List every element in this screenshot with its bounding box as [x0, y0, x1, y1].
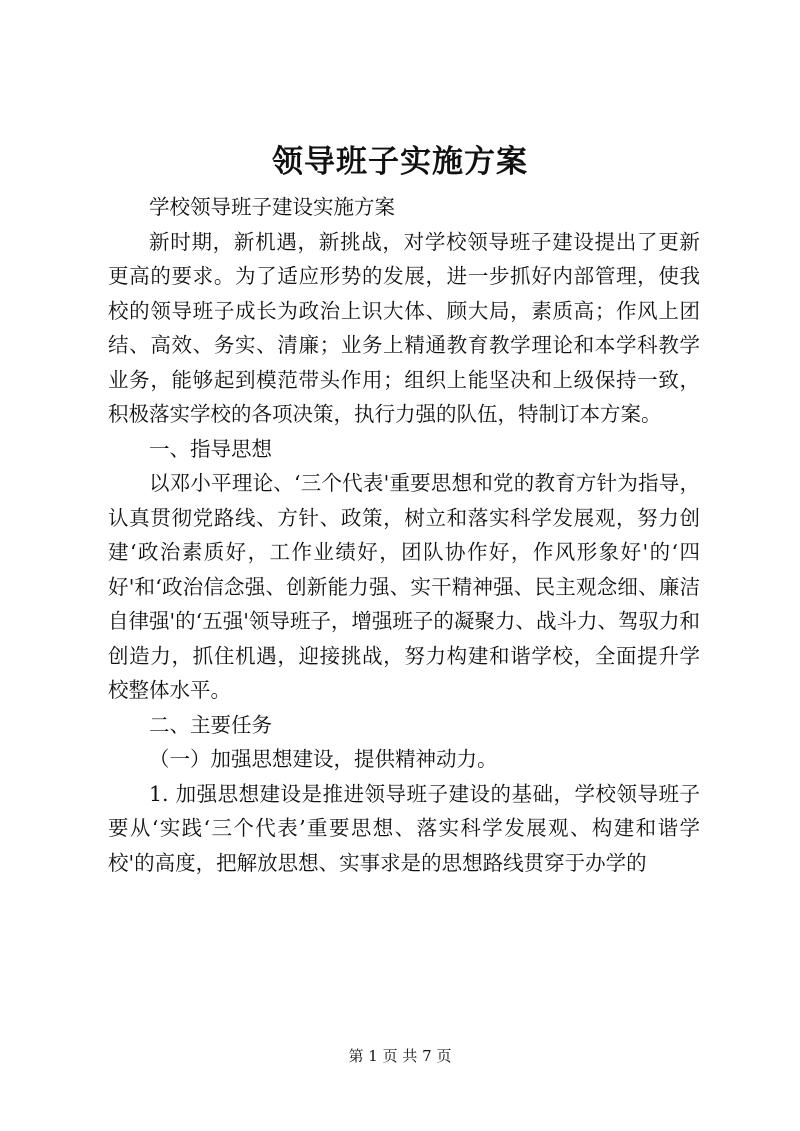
document-body	[108, 190, 700, 880]
intro-paragraph: 新时期，新机遇，新挑战，对学校领导班子建设提出了更新更高的要求。为了适应形势的发展，进一步抓好内部管理，使我校的领导班子成长为政治上识大体、顾大局，素质高；作风上团结、高效、务实、清廉；业务上精通教育教学理论和本学科教学业务，能够起到模范带头作用；组织上能坚决和上级保持一致，积极落实学校的各项决策，执行力强的队伍，特制订本方案。	[108, 229, 700, 426]
subtitle-paragraph: 学校领导班子建设实施方案	[149, 195, 395, 219]
section-heading-main-tasks: 二、主要任务	[149, 712, 272, 737]
subsection-heading-ideology-building: （一）加强思想建设，提供精神动力。	[149, 747, 498, 771]
section-heading-guiding-ideology: 一、指导思想	[149, 436, 272, 461]
task-item-paragraph: 1. 加强思想建设是推进领导班子建设的基础，学校领导班子要从‘实践‘三个代表’重要思想、落实科学发展观、构建和谐学校'的高度，把解放思想、实事求是的思想路线贯穿于办学的	[108, 781, 700, 875]
document-title: 领导班子实施方案	[272, 144, 528, 180]
guiding-ideology-paragraph: 以邓小平理论、‘三个代表'重要思想和党的教育方针为指导，认真贯彻党路线、方针、政策，树立和落实科学发展观，努力创建‘政治素质好，工作业绩好，团队协作好，作风形象好'的‘四好'和‘政治信念强、创新能力强、实干精神强、民主观念细、廉洁自律强'的‘五强'领导班子，增强班子的凝聚力、战斗力、驾驭力和创造力，抓住机遇，迎接挑战，努力构建和谐学校，全面提升学校整体水平。	[108, 471, 700, 702]
page-number-footer: 第 1 页 共 7 页	[348, 1047, 452, 1065]
